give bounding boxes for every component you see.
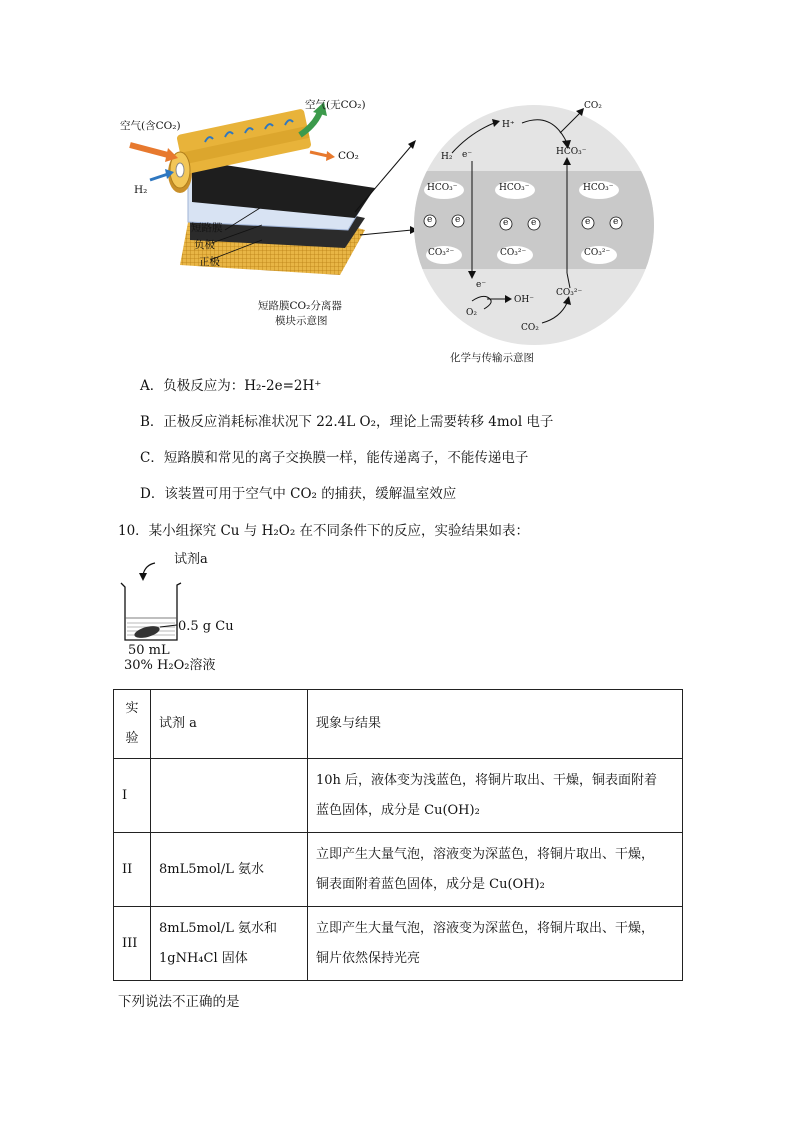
header-result: 现象与结果: [308, 690, 683, 759]
hco3-oval-1: HCO₃⁻: [427, 183, 458, 193]
negative-label: 负极: [194, 239, 215, 251]
cu-mass-label: 0.5 g Cu: [178, 619, 234, 634]
short-membrane-label: 短路膜: [191, 222, 223, 234]
h2-in-label: H₂: [134, 184, 148, 196]
hco3-oval-3: HCO₃⁻: [583, 183, 614, 193]
row-result-line-2: 蓝色固体，成分是 Cu(OH)₂: [316, 802, 480, 818]
row-reagent: [151, 907, 308, 981]
hco3-top-label: HCO₃⁻: [556, 147, 587, 157]
row-reagent-line-1: 8mL5mol/L 氨水和: [159, 920, 277, 936]
row-result-line-2: 铜片依然保持光亮: [316, 950, 421, 966]
co2-out-label: CO₂: [338, 150, 359, 162]
header-experiment: [114, 690, 151, 759]
row-id: III: [114, 907, 151, 981]
header-reagent: 试剂 a: [151, 690, 308, 759]
row-reagent: [151, 833, 308, 907]
e-bottom-label: e⁻: [476, 280, 487, 290]
footer-question: 下列说法不正确的是: [118, 994, 240, 1010]
left-caption-2: 模块示意图: [275, 315, 328, 327]
o2-label: O₂: [466, 308, 477, 318]
solution-label: 30% H₂O₂溶液: [124, 658, 216, 673]
volume-label: 50 mL: [128, 643, 170, 658]
row-result: [308, 907, 683, 981]
electron-3: e: [503, 218, 509, 228]
header-exp-2: 验: [125, 731, 139, 746]
row-result-line-2: 铜表面附着蓝色固体，成分是 Cu(OH)₂: [316, 876, 545, 892]
row-result: [308, 759, 683, 833]
electron-2: e: [455, 215, 461, 225]
e-top-label: e⁻: [462, 150, 473, 160]
co3-oval-2: CO₃²⁻: [500, 248, 527, 258]
row-result-line-1: 10h 后，液体变为浅蓝色，将铜片取出、干燥，铜表面附着: [316, 772, 658, 788]
table-row: [114, 907, 683, 981]
table-row: [114, 833, 683, 907]
hco3-oval-2: HCO₃⁻: [499, 183, 530, 193]
row-result: [308, 833, 683, 907]
option-b: B．正极反应消耗标准状况下 22.4L O₂，理论上需要转移 4mol 电子: [140, 414, 554, 430]
row-reagent-line-1: 8mL5mol/L 氨水: [159, 861, 264, 877]
question-10: 10．某小组探究 Cu 与 H₂O₂ 在不同条件下的反应，实验结果如表：: [118, 523, 530, 539]
table-row: [114, 759, 683, 833]
oh-label: OH⁻: [514, 295, 534, 305]
electron-1: e: [427, 215, 433, 225]
header-exp-1: 实: [125, 701, 139, 716]
experiment-table: [113, 689, 683, 981]
row-id: II: [114, 833, 151, 907]
left-caption-1: 短路膜CO₂分离器: [258, 300, 342, 312]
row-result-line-1: 立即产生大量气泡，溶液变为深蓝色，将铜片取出、干燥，: [316, 846, 655, 862]
option-a: A．负极反应为：H₂-2e=2H⁺: [140, 378, 322, 394]
option-d: D．该装置可用于空气中 CO₂ 的捕获，缓解温室效应: [140, 486, 457, 502]
electron-6: e: [613, 217, 619, 227]
electron-5: e: [585, 217, 591, 227]
row-reagent-line-2: 1gNH₄Cl 固体: [159, 950, 248, 966]
co2-top-label: CO₂: [584, 101, 602, 111]
right-caption: 化学与传输示意图: [450, 352, 534, 364]
co2-bottom-label: CO₂: [521, 323, 539, 333]
h2-circle-label: H₂: [441, 152, 453, 162]
row-id: I: [114, 759, 151, 833]
option-c: C．短路膜和常见的离子交换膜一样，能传递离子，不能传递电子: [140, 450, 529, 466]
air-out-label: 空气(无CO₂): [305, 99, 366, 111]
positive-label: 正极: [199, 256, 220, 268]
co3-oval-1: CO₃²⁻: [428, 248, 455, 258]
reagent-a-label: 试剂a: [174, 552, 208, 567]
co3-right-label: CO₃²⁻: [556, 288, 583, 298]
row-reagent: [151, 759, 308, 833]
row-result-line-1: 立即产生大量气泡，溶液变为深蓝色，将铜片取出、干燥，: [316, 920, 655, 936]
co3-oval-3: CO₃²⁻: [584, 248, 611, 258]
table-header-row: [114, 690, 683, 759]
electron-4: e: [531, 218, 537, 228]
h-plus-label: H⁺: [502, 120, 515, 130]
air-in-label: 空气(含CO₂): [120, 120, 181, 132]
